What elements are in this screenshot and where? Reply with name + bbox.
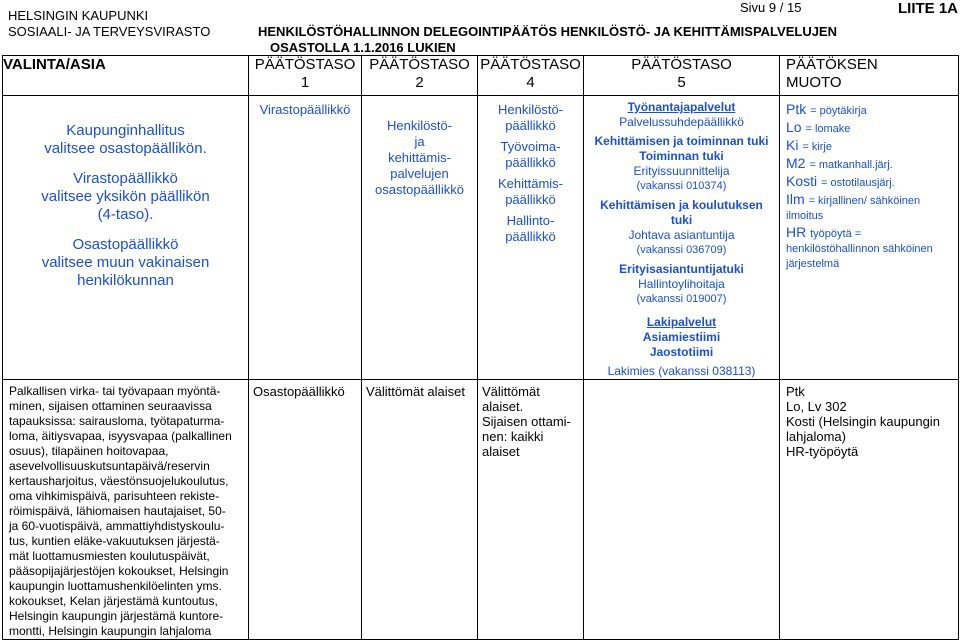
level-4-authority-2: Välittömät alaiset. Sijaisen ottami- nen: kaikki alaiset [478,380,584,640]
selection-item: Osastopäällikkö valitsee muun vakinaisen henkilökunnan [41,236,210,289]
level-2-authority: Henkilöstö- ja kehittämis- palvelujen osastopäällikkö [375,118,464,197]
level-5-item: (vakanssi 010374) [636,180,727,192]
level-4-item: Henkilöstö- päällikkö [497,102,564,133]
form-description: = lomake [805,123,851,135]
form-code: HR [786,224,811,240]
decision-form-legend [786,102,954,271]
column-header-level-1: PÄÄTÖSTASO 1 [249,56,362,96]
form-description: = kirje [802,141,832,153]
decision-form-2: Ptk Lo, Lv 302 Kosti (Helsingin kaupungin lahjaloma) HR-työpöytä [780,380,959,640]
matter-description: Palkallisen virka- tai työvapaan myöntä- minen, sijaisen ottaminen seuraavissa tapauksissa: sairausloma, työtapaturma- loma, äitiysvapaa, isyysvapaa (palkallinen osuus), tilapäinen hoitovapaa, asevelvollisuuskutsuntapäivä/reservin kertausharjoitus, väestönsuojelukoulutus, oma vihkimispäivä, parisuhteen rekiste- röimispäivä, lähiomaisen hautajaiset, 50- ja 60-vuotispäivä, ammattiyhdistyskoulu- tus, kuntien eläke-vakuutuksen järjestä- mät luottamusmiesten koulutuspäivät, pääsopijajärjestöjen kokoukset, Helsingin kaupungin luottamushenkilöelinten yms. kokoukset, Kelan järjestämä kuntoutus, Helsingin kaupungin järjestämä kuntore- montti, Helsingin kaupungin lahjaloma [3,380,249,640]
level-5-item: Kehittämisen ja toiminnan tuki [594,134,769,148]
delegation-table [2,55,959,640]
form-code: Ki [786,137,803,153]
level-5-item: Jaostotiimi [649,345,714,359]
page-number: Sivu 9 / 15 [740,0,802,15]
form-description: työpöytä = henkilöstöhallinnon sähköinen järjestelmä [786,228,933,270]
level-5-item: Toiminnan tuki [639,149,724,163]
selection-list [3,96,248,290]
level-1-cell [249,96,362,380]
level-5-item: Johtava asiantuntija [628,228,735,242]
organization-header [8,8,210,40]
document-subtitle: OSASTOLLA 1.1.2016 LUKIEN [270,40,456,55]
form-legend-item [786,120,954,136]
form-legend-item [786,192,954,223]
level-5-item: Työnantajapalvelut [627,100,736,114]
level-4-item: Hallinto- päällikkö [505,213,556,244]
form-legend-item [786,156,954,172]
form-code: M2 [786,155,810,171]
level-5-item: Lakipalvelut [646,315,717,329]
level-5-item: (vakanssi 019007) [636,293,727,305]
document-title: HENKILÖSTÖHALLINNON DELEGOINTIPÄÄTÖS HENKILÖSTÖ- JA KEHITTÄMISPALVELUJEN [258,24,837,39]
level-4-item: Työvoima- päällikkö [500,139,561,170]
form-legend-item [786,174,954,190]
form-description: = pöytäkirja [810,105,867,117]
level-5-cell [584,96,780,380]
org-name: HELSINGIN KAUPUNKI [8,8,149,23]
level-1-authority-2: Osastopäällikkö [249,380,362,640]
table-header-row [3,56,959,96]
level-5-authority-2 [584,380,780,640]
level-5-item: Hallintoylihoitaja [638,277,725,291]
selection-item: Kaupunginhallitus valitsee osastopäällikön. [44,122,207,157]
level-4-cell [478,96,584,380]
level-2-authority-2: Välittömät alaiset [362,380,478,640]
form-code: Lo [786,119,806,135]
column-header-decision-form: PÄÄTÖKSEN MUOTO [780,56,959,96]
table-row [3,96,959,380]
level-5-authorities [584,100,779,379]
form-code: Ptk [786,101,811,117]
level-4-item: Kehittämis- päällikkö [497,176,564,207]
form-legend-item [786,225,954,271]
level-4-authorities [478,102,583,245]
column-header-level-4: PÄÄTÖSTASO 4 [478,56,584,96]
form-legend-item [786,138,954,154]
form-description: = ostotilausjärj. [821,177,895,189]
decision-form-cell [780,96,959,380]
form-description: = kirjallinen/ sähköinen ilmoitus [786,195,921,222]
level-5-item: Asiamiestiimi [642,330,721,344]
level-5-item: Erityisasiantuntijatuki [619,262,744,276]
department-name: SOSIAALI- JA TERVEYSVIRASTO [8,24,211,39]
form-code: Kosti [786,173,822,189]
level-5-item: (vakanssi 036709) [636,244,727,256]
level-5-item: Lakimies (vakanssi 038113) [607,364,756,378]
table-row [3,380,959,640]
level-2-cell [362,96,478,380]
column-header-level-5: PÄÄTÖSTASO 5 [584,56,780,96]
column-header-selection: VALINTA/ASIA [3,56,249,96]
selection-cell [3,96,249,380]
appendix-label: LIITE 1A [898,0,959,17]
selection-item: Virastopäällikkö valitsee yksikön päällikön (4-taso). [41,170,210,223]
level-1-authority: Virastopäällikkö [259,102,351,117]
column-header-level-2: PÄÄTÖSTASO 2 [362,56,478,96]
form-code: Ilm [786,191,809,207]
form-description: = matkanhall.järj. [809,159,893,171]
level-5-item: Kehittämisen ja koulutuksen tuki [600,198,763,227]
level-5-item: Palvelussuhdepäällikkö [619,115,744,129]
level-5-item: Erityissuunnittelija [633,164,730,178]
form-legend-item [786,102,954,118]
